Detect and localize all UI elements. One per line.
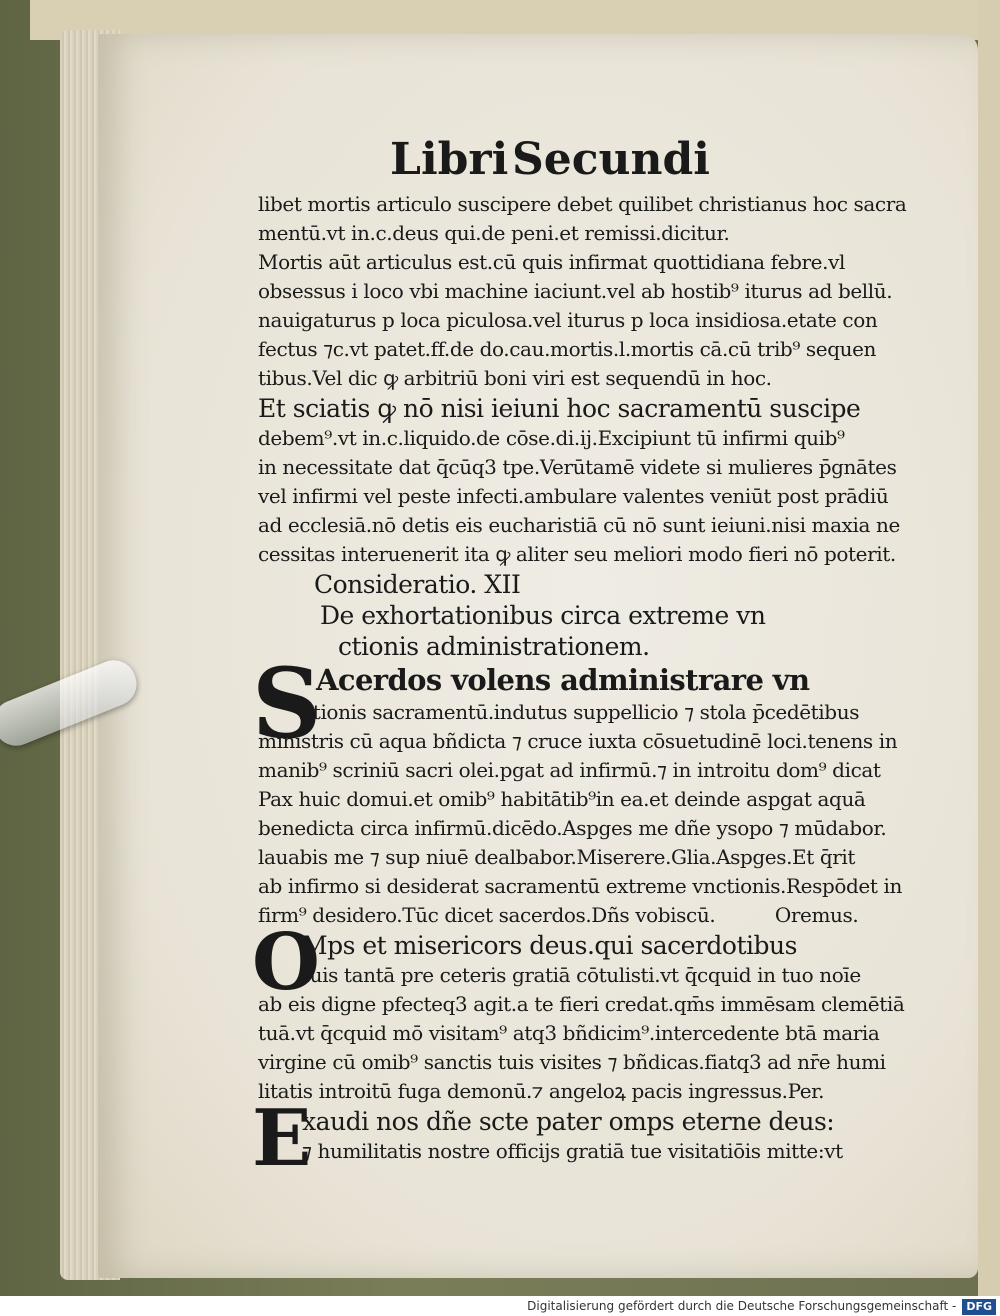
text-line: in necessitate dat q̄cūq3 tpe.Verūtamē videte si mulieres p̄gnātes (258, 455, 897, 479)
text-line: tuā.vt q̄cquid mō visitam⁹ atq3 bñdicim⁹.intercedente btā maria (258, 1021, 880, 1045)
text-line: nauigaturus p loca piculosa.vel iturus p loca insidiosa.etate con (258, 308, 878, 332)
text-line: mentū.vt in.c.deus qui.de peni.et remissi.dicitur. (258, 221, 730, 245)
text-line: obsessus i loco vbi machine iaciunt.vel ab hostib⁹ iturus ad bellū. (258, 279, 893, 303)
drop-capital: E (252, 1093, 312, 1184)
paragraph-3 (252, 647, 902, 930)
paragraph-heading-line: Mps et misericors deus.qui sacerdotibus (302, 931, 797, 960)
text-line: benedicta circa infirmū.dicēdo.Aspges me dñe ysopo ⁊ mūdabor. (258, 816, 887, 840)
text-line: litatis introitū fuga demonū.⁊ angeloꝝ pacis ingressus.Per. (258, 1079, 825, 1103)
running-head (390, 130, 710, 190)
running-head-right: Secundi (511, 134, 710, 185)
section-title-line: ctionis administrationem. (338, 632, 650, 661)
paragraph-heading-line: Et sciatis ꝙ nō nisi ieiuni hoc sacramentū suscipe (258, 394, 861, 423)
dfg-logo-icon: DFG (962, 1299, 996, 1315)
text-line: Pax huic domui.et omib⁹ habitātib⁹in ea.et deinde aspgat aquā (258, 787, 866, 811)
section-title-line: De exhortationibus circa extreme vn (320, 601, 766, 630)
running-head-left: Libri (390, 134, 509, 185)
text-line: virgine cū omib⁹ sanctis tuis visites ⁊ bñdicas.fiatq3 ad nr̄e humi (258, 1050, 886, 1074)
text-line: cessitas interuenerit ita ꝙ aliter seu meliori modo fieri nō poterit. (258, 542, 896, 566)
paragraph-2 (258, 393, 900, 569)
text-line: libet mortis articulo suscipere debet quilibet christianus hoc sacra (258, 192, 907, 216)
footer-text: Digitalisierung gefördert durch die Deutsche Forschungsgemeinschaft - (527, 1299, 957, 1313)
paragraph-1 (258, 190, 907, 393)
text-line: ab eis digne pfecteq3 agit.a te fieri credat.qm̄s immēsam clemētiā (258, 992, 905, 1016)
paragraph-heading-line: xaudi nos dñe scte pater omps eterne deus: (302, 1107, 835, 1136)
paragraph-heading-line: Acerdos volens administrare vn (316, 663, 810, 697)
consideratio-heading: Consideratio. XII (314, 570, 521, 599)
text-line: vel infirmi vel peste infecti.ambulare valentes veniūt post prādiū (258, 484, 889, 508)
paragraph-5 (252, 1093, 880, 1184)
text-line: tuis tantā pre ceteris gratiā cōtulisti.vt q̄cquid in tuo noīe (302, 963, 861, 987)
text-line: debem⁹.vt in.c.liquido.de cōse.di.ij.Excipiunt tū infirmi quib⁹ (258, 426, 845, 450)
text-line: ctionis sacramentū.indutus suppellicio ⁊ stola p̄cedētibus (302, 700, 860, 724)
text-line: Mortis aūt articulus est.cū quis infirmat quottidiana febre.vl (258, 250, 845, 274)
text-line: ministris cū aqua bñdicta ⁊ cruce iuxta cōsuetudinē loci.tenens in (258, 729, 898, 753)
cover-right-edge (978, 0, 1000, 1296)
drop-capital: S (252, 647, 322, 760)
drop-capital: O (252, 917, 320, 1008)
text-line: tibus.Vel dic ꝙ arbitriū boni viri est sequendū in hoc. (258, 366, 772, 390)
page-text (252, 130, 907, 1184)
text-line: lauabis me ⁊ sup niuē dealbabor.Miserere.Glia.Aspges.Et q̄rit (258, 845, 856, 869)
footer-bar (0, 1296, 1000, 1316)
text-line: firm⁹ desidero.Tūc dicet sacerdos.Dñs vobiscū. Oremus. (258, 903, 859, 927)
text-line: ⁊ humilitatis nostre officijs gratiā tue visitatiōis mitte:vt (302, 1139, 843, 1163)
text-line: manib⁹ scriniū sacri olei.pgat ad infirmū.⁊ in introitu dom⁹ dicat (258, 758, 881, 782)
text-line: fectus ⁊c.vt patet.ff.de do.cau.mortis.l.mortis cā.cū trib⁹ sequen (258, 337, 877, 361)
text-line: ab infirmo si desiderat sacramentū extreme vnctionis.Respōdet in (258, 874, 902, 898)
text-line: ad ecclesiā.nō detis eis eucharistiā cū nō sunt ieiuni.nisi maxia ne (258, 513, 900, 537)
paragraph-4 (252, 917, 905, 1106)
